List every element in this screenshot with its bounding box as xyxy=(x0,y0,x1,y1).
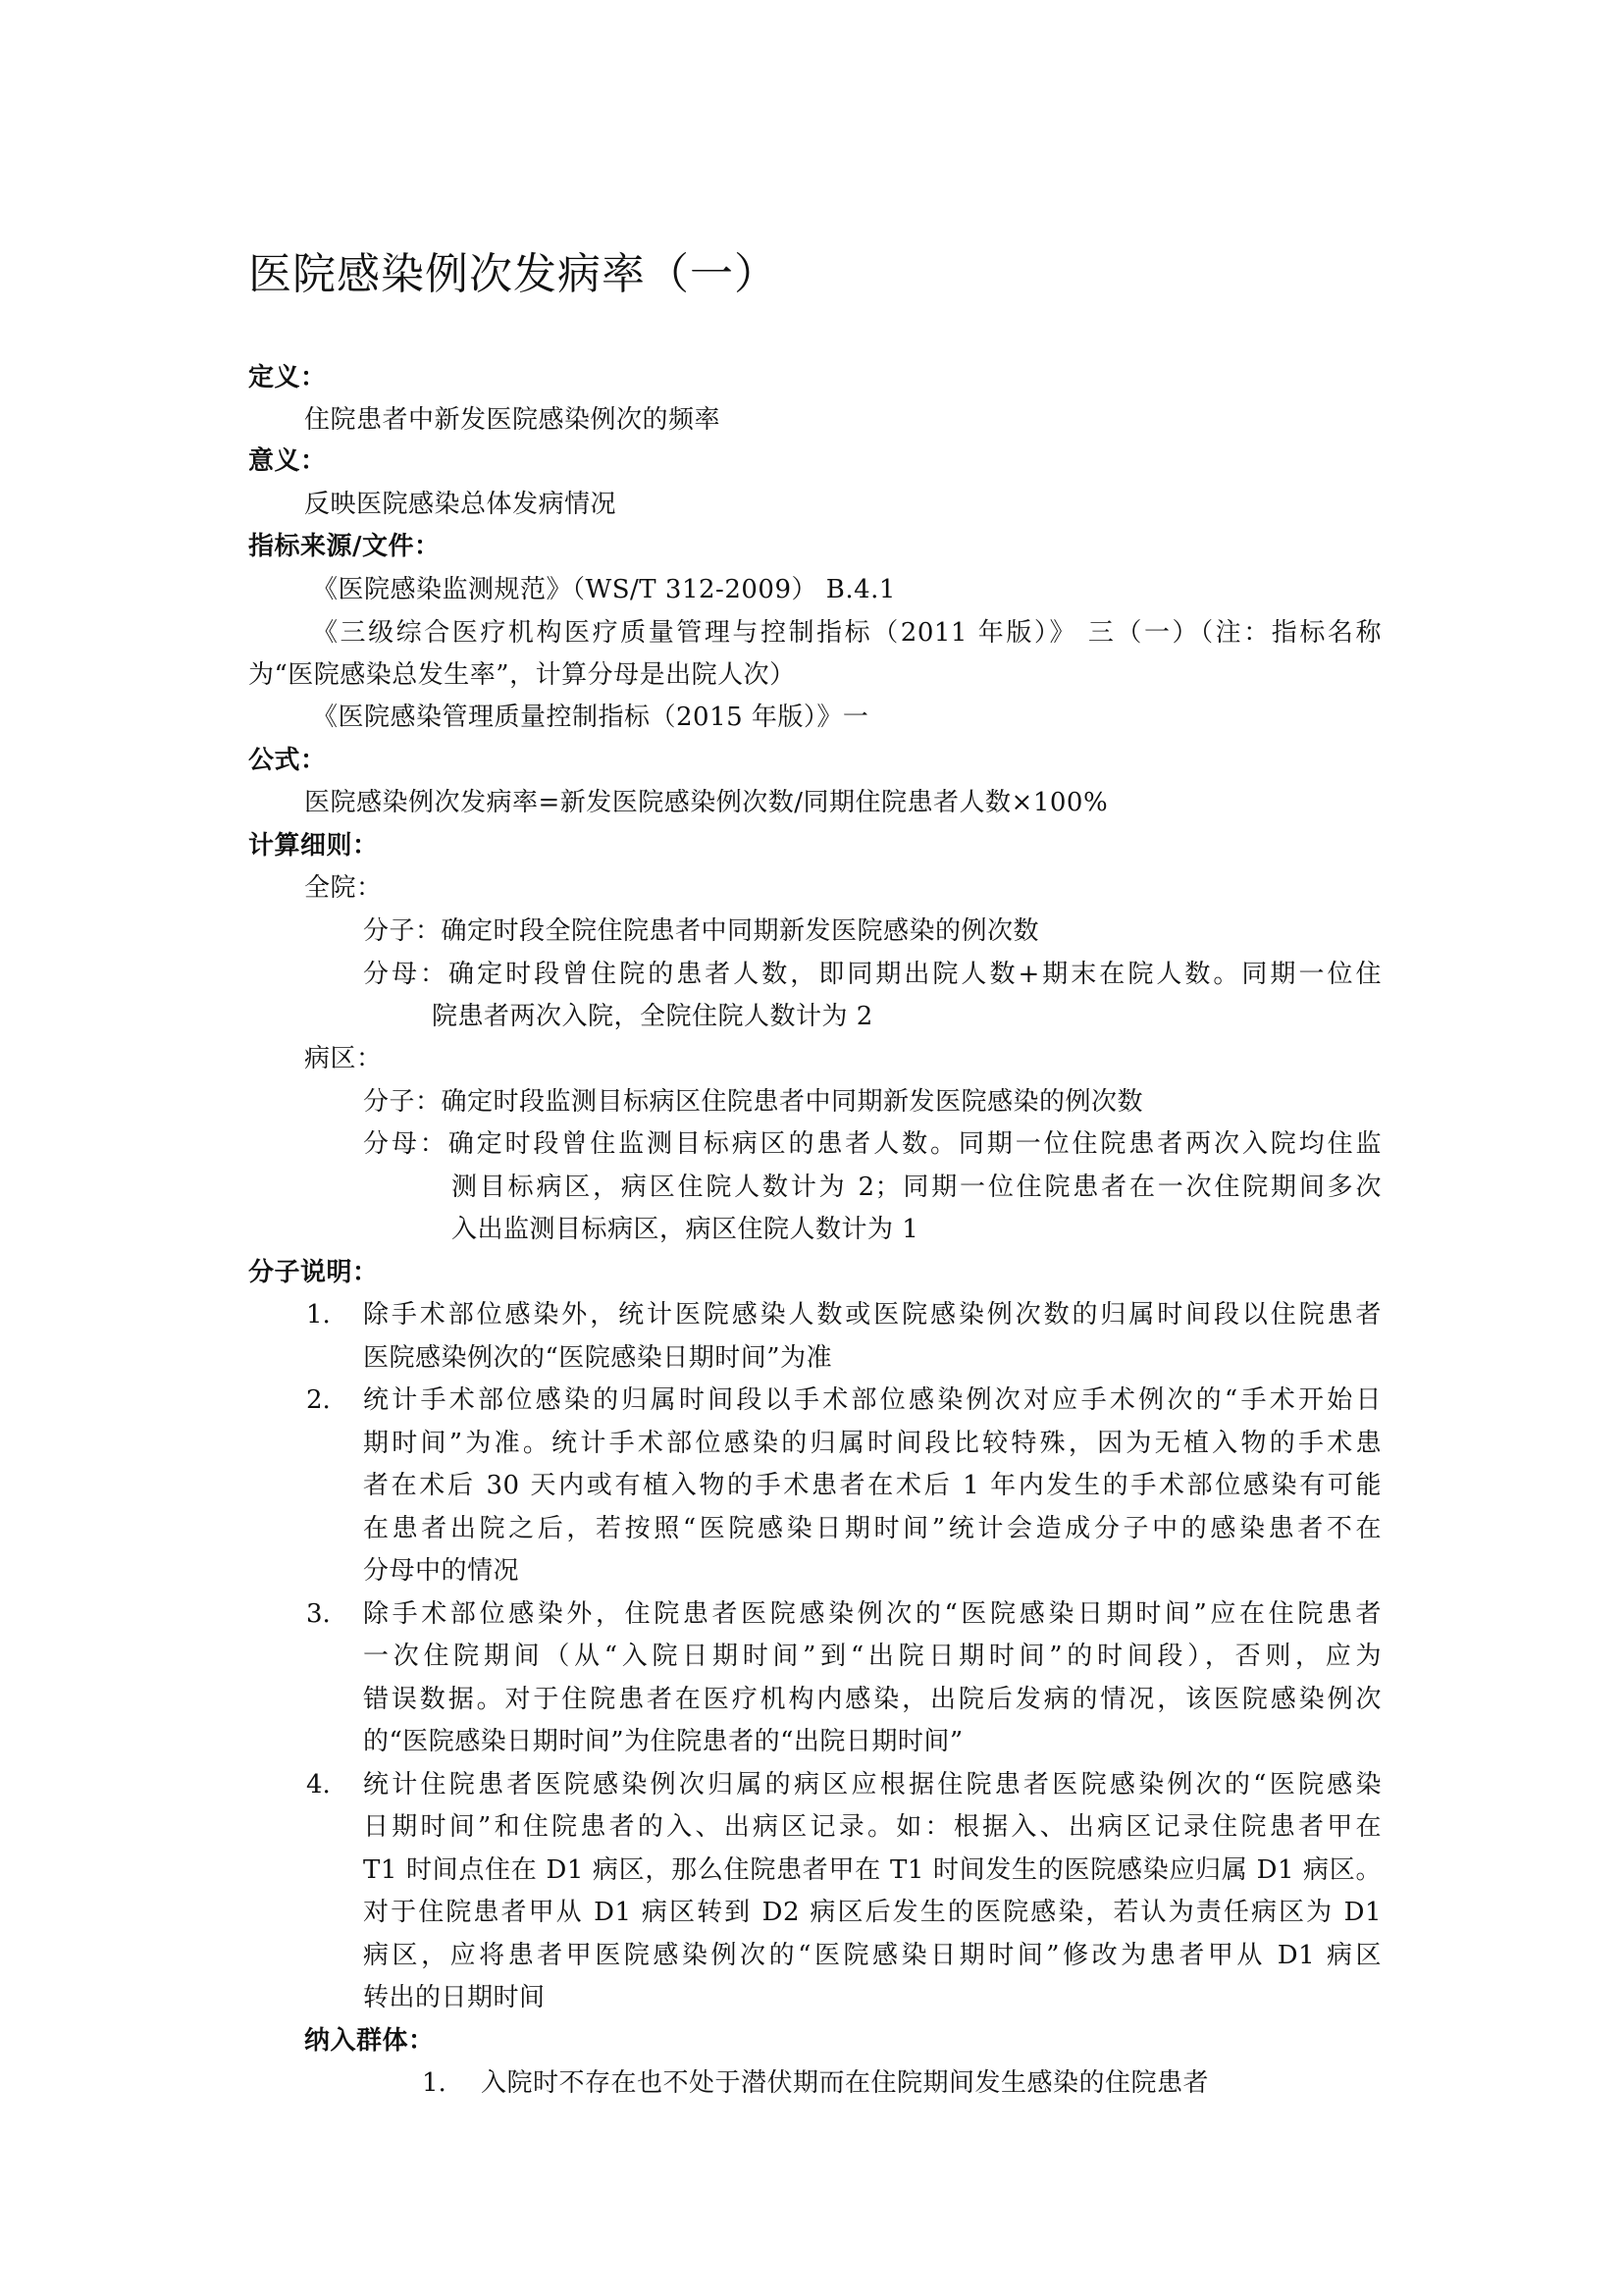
list-item-number: 3. xyxy=(306,1599,331,1629)
list-item-line: 统计住院患者医院感染例次归属的病区应根据住院患者医院感染例次的“医院感染 xyxy=(363,1770,1382,1800)
significance-text: 反映医院感染总体发病情况 xyxy=(304,490,617,519)
list-item-line: 转出的日期时间 xyxy=(363,1983,546,2012)
list-item-number: 1. xyxy=(422,2068,446,2098)
source-line: 《三级综合医疗机构医疗质量管理与控制指标（2011 年版）》 三（一）（注：指标名称 xyxy=(312,618,1382,648)
list-item-line: 者在术后 30 天内或有植入物的手术患者在术后 1 年内发生的手术部位感染有可能 xyxy=(363,1471,1382,1500)
source-line: 《医院感染监测规范》（WS/T 312-2009） B.4.1 xyxy=(312,575,896,604)
list-item-line: 除手术部位感染外，统计医院感染人数或医院感染例次数的归属时间段以住院患者 xyxy=(363,1300,1382,1330)
list-item-number: 4. xyxy=(306,1770,331,1800)
calc-heading: 计算细则： xyxy=(248,831,379,861)
calc-hospital-numerator: 分子：确定时段全院住院患者中同期新发医院感染的例次数 xyxy=(363,916,1040,946)
calc-ward-denominator: 入出监测目标病区，病区住院人数计为 1 xyxy=(451,1215,919,1244)
calc-ward-denominator: 测目标病区，病区住院人数计为 2；同期一位住院患者在一次住院期间多次 xyxy=(451,1173,1382,1202)
list-item-number: 1. xyxy=(306,1300,331,1330)
numerator-notes-heading: 分子说明： xyxy=(248,1258,379,1287)
formula-text: 医院感染例次发病率=新发医院感染例次数/同期住院患者人数×100% xyxy=(304,788,1109,817)
source-line: 《医院感染管理质量控制指标（2015 年版）》一 xyxy=(312,703,869,732)
source-line: 为“医院感染总发生率”，计算分母是出院人次） xyxy=(248,660,796,690)
calc-hospital-label: 全院： xyxy=(304,873,383,903)
inclusion-heading: 纳入群体： xyxy=(304,2026,435,2056)
source-heading: 指标来源/文件： xyxy=(248,532,441,561)
calc-ward-numerator: 分子：确定时段监测目标病区住院患者中同期新发医院感染的例次数 xyxy=(363,1087,1144,1117)
list-item-line: 对于住院患者甲从 D1 病区转到 D2 病区后发生的医院感染，若认为责任病区为 D1 xyxy=(363,1898,1382,1927)
calc-ward-label: 病区： xyxy=(304,1044,383,1073)
list-item-line: 期时间”为准。统计手术部位感染的归属时间段比较特殊，因为无植入物的手术患 xyxy=(363,1429,1382,1458)
list-item-line: 一次住院期间（从“入院日期时间”到“出院日期时间”的时间段），否则，应为 xyxy=(363,1642,1382,1671)
list-item-line: 错误数据。对于住院患者在医疗机构内感染，出院后发病的情况，该医院感染例次 xyxy=(363,1685,1382,1714)
calc-ward-denominator: 分母：确定时段曾住监测目标病区的患者人数。同期一位住院患者两次入院均住监 xyxy=(363,1129,1382,1159)
calc-hospital-denominator: 分母：确定时段曾住院的患者人数，即同期出院人数+期末在院人数。同期一位住 xyxy=(363,960,1382,989)
list-item-line: 在患者出院之后，若按照“医院感染日期时间”统计会造成分子中的感染患者不在 xyxy=(363,1514,1382,1543)
list-item-line: 统计手术部位感染的归属时间段以手术部位感染例次对应手术例次的“手术开始日 xyxy=(363,1385,1382,1415)
significance-heading: 意义： xyxy=(248,446,327,476)
list-item-line: 病区，应将患者甲医院感染例次的“医院感染日期时间”修改为患者甲从 D1 病区 xyxy=(363,1941,1382,1970)
list-item-line: 的“医院感染日期时间”为住院患者的“出院日期时间” xyxy=(363,1727,964,1756)
list-item-number: 2. xyxy=(306,1385,331,1415)
page-title: 医院感染例次发病率（一） xyxy=(248,249,778,299)
list-item-line: T1 时间点住在 D1 病区，那么住院患者甲在 T1 时间发生的医院感染应归属 D1 病区。 xyxy=(363,1855,1382,1885)
list-item-line: 医院感染例次的“医院感染日期时间”为准 xyxy=(363,1343,833,1373)
calc-hospital-denominator: 院患者两次入院，全院住院人数计为 2 xyxy=(432,1002,873,1031)
definition-heading: 定义： xyxy=(248,363,327,392)
list-item-line: 除手术部位感染外，住院患者医院感染例次的“医院感染日期时间”应在住院患者 xyxy=(363,1599,1382,1629)
definition-text: 住院患者中新发医院感染例次的频率 xyxy=(304,405,721,435)
list-item-line: 入院时不存在也不处于潜伏期而在住院期间发生感染的住院患者 xyxy=(481,2068,1210,2098)
list-item-line: 日期时间”和住院患者的入、出病区记录。如：根据入、出病区记录住院患者甲在 xyxy=(363,1812,1382,1842)
formula-heading: 公式： xyxy=(248,746,327,775)
list-item-line: 分母中的情况 xyxy=(363,1556,520,1586)
